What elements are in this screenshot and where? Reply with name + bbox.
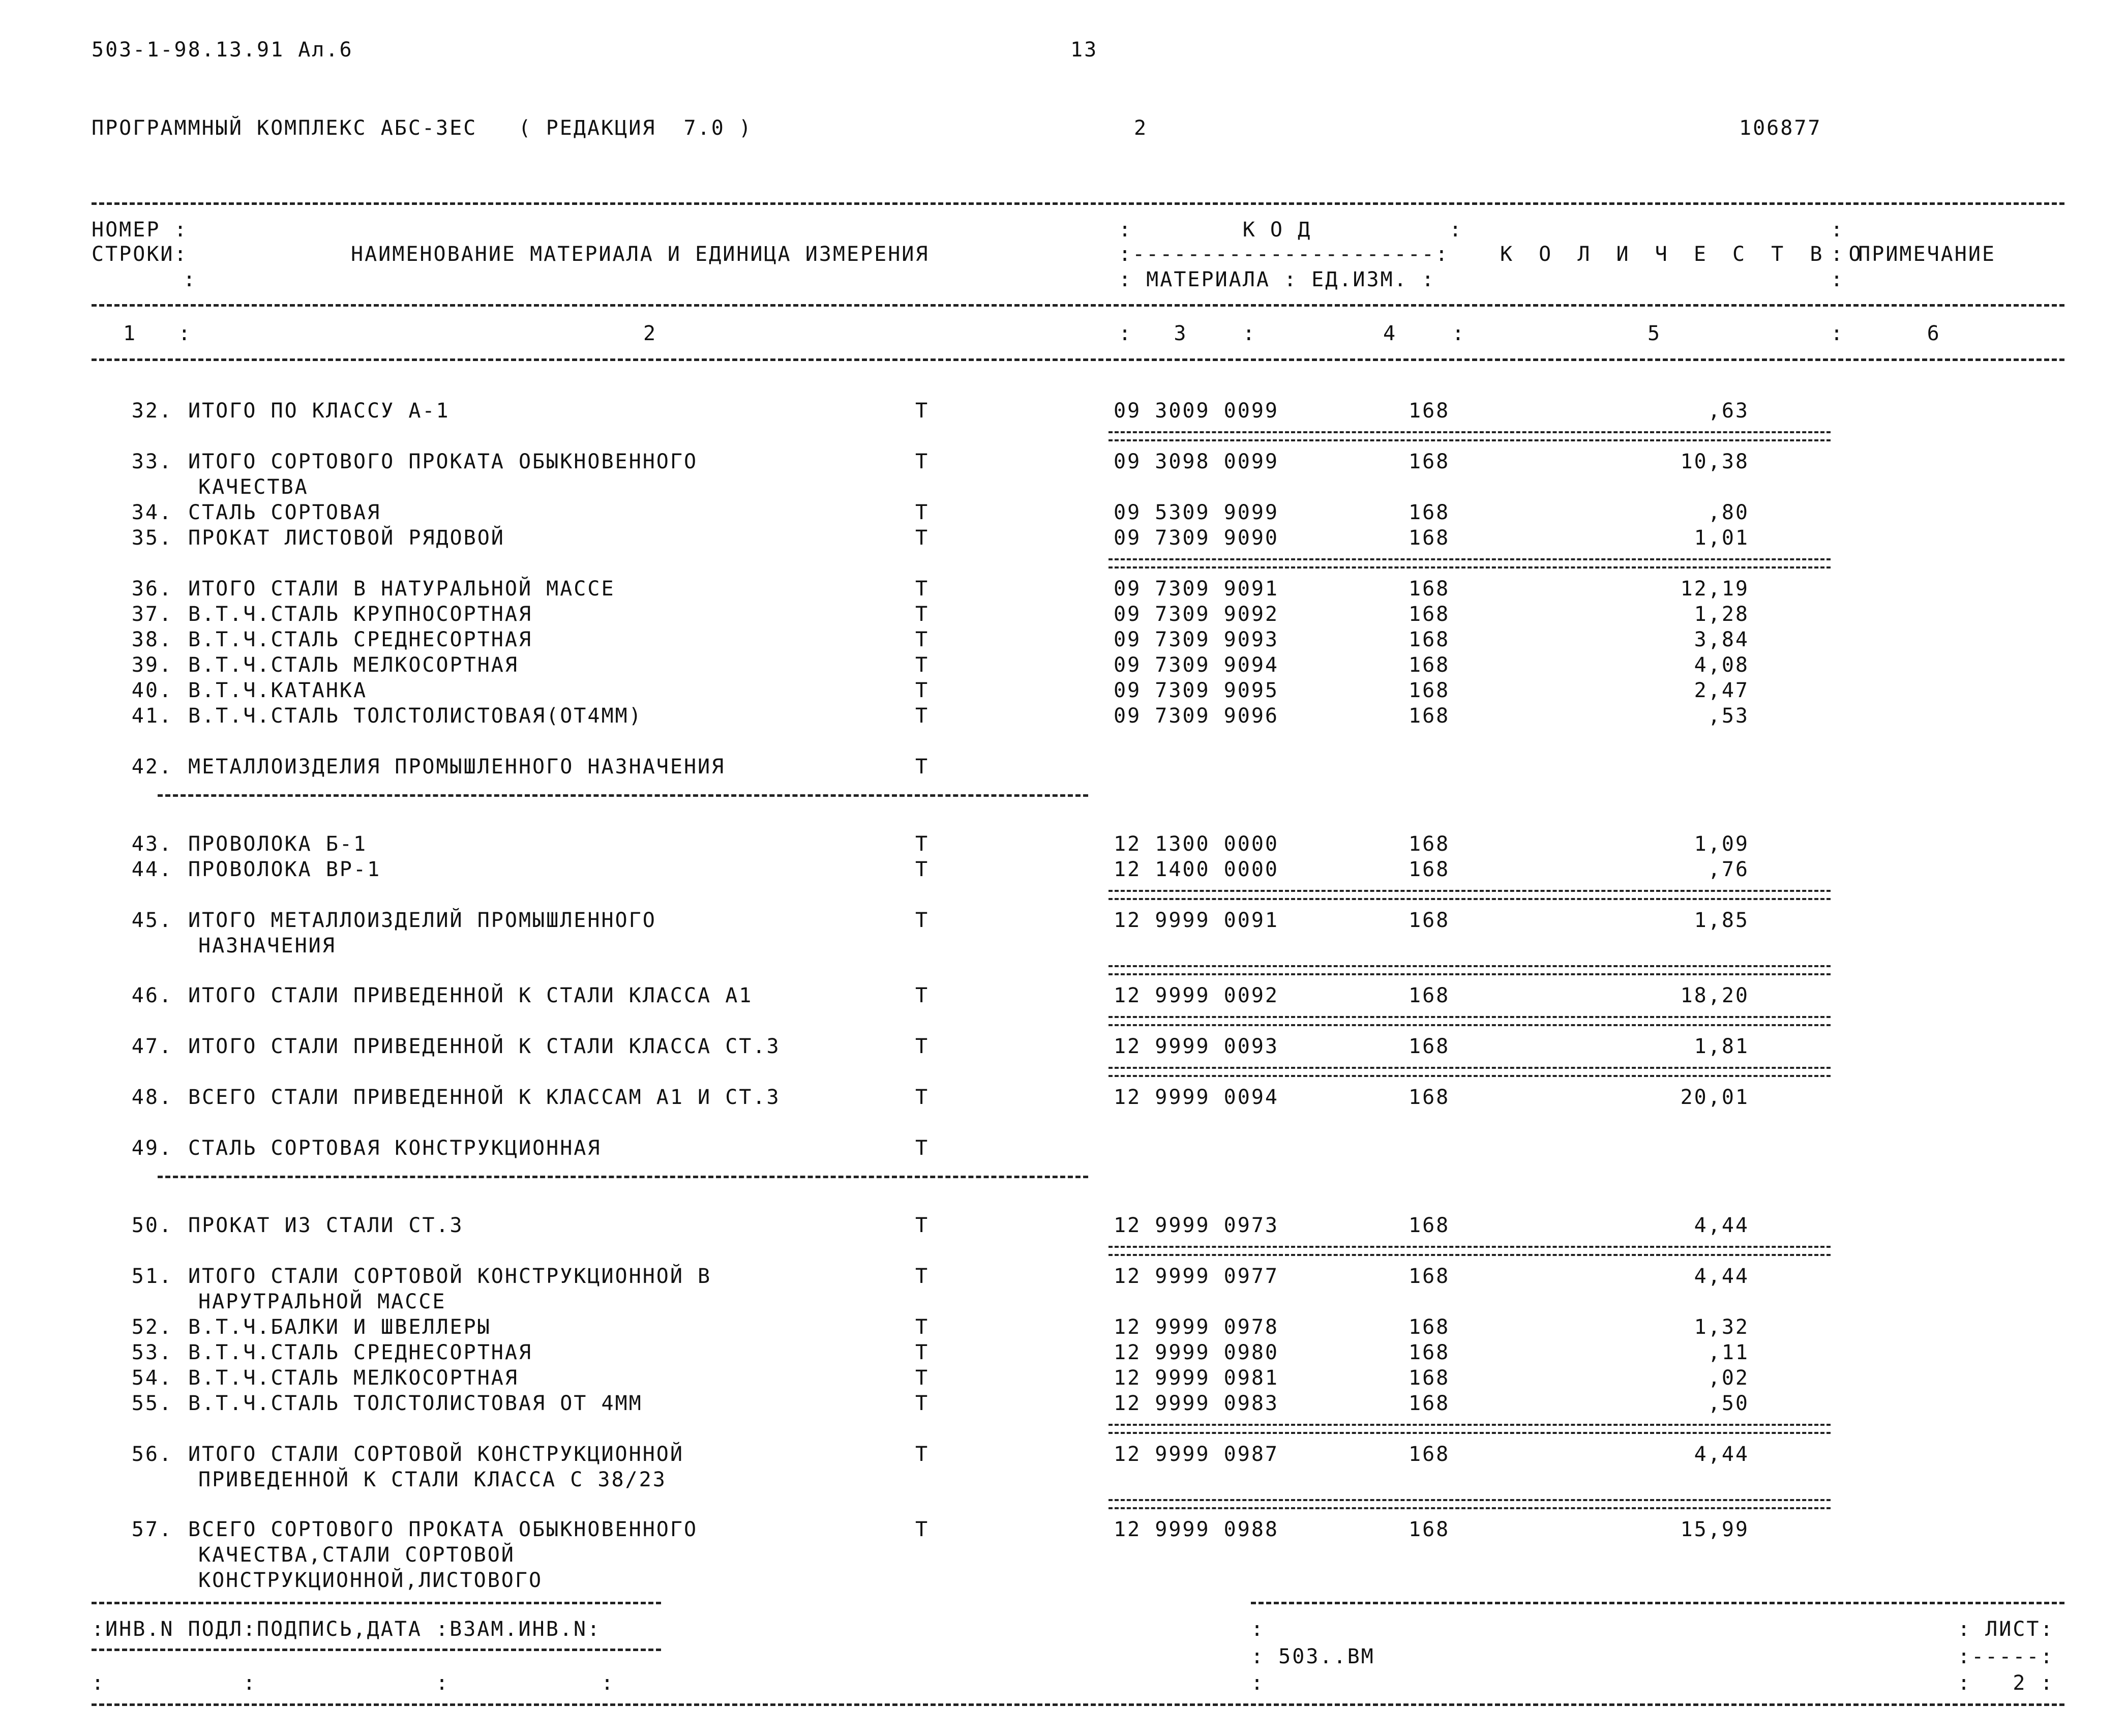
row-material-code: 12 9999 0091 — [1114, 909, 1279, 932]
row-name: ИТОГО ПО КЛАССУ А-1 — [188, 399, 450, 423]
row-unit: Т — [915, 501, 930, 524]
row-unit-code: 168 — [1409, 1035, 1450, 1058]
row-number: 52. — [131, 1315, 173, 1339]
header-col1-line2: СТРОКИ: — [92, 243, 188, 266]
header-note-sep-top: : — [1831, 218, 1845, 242]
row-name: ИТОГО СОРТОВОГО ПРОКАТА ОБЫКНОВЕННОГО — [188, 450, 698, 473]
row-number: 39. — [131, 653, 173, 677]
double-rule — [1109, 965, 1831, 975]
row-quantity: ,11 — [1708, 1341, 1749, 1364]
row-unit-code: 168 — [1409, 1214, 1450, 1237]
row-quantity: 1,09 — [1694, 832, 1749, 856]
row-number: 41. — [131, 704, 173, 728]
footer-document-code: : 503..ВМ — [1251, 1645, 1375, 1668]
row-unit: Т — [915, 1518, 930, 1541]
row-unit: Т — [915, 1341, 930, 1364]
table-row — [0, 630, 2126, 655]
row-quantity: ,50 — [1708, 1392, 1749, 1415]
row-unit: Т — [915, 1315, 930, 1339]
double-rule — [1109, 890, 1831, 900]
row-unit: Т — [915, 858, 930, 881]
document-code-ref: 503-1-98.13.91 Ал.6 — [92, 38, 353, 62]
row-name-continued: КАЧЕСТВА — [198, 475, 309, 499]
row-unit-code: 168 — [1409, 1518, 1450, 1541]
col-number-5: 5 — [1648, 322, 1662, 345]
row-quantity: 2,47 — [1694, 679, 1749, 702]
row-name: ВСЕГО СОРТОВОГО ПРОКАТА ОБЫКНОВЕННОГО — [188, 1518, 698, 1541]
row-name: ВСЕГО СТАЛИ ПРИВЕДЕННОЙ К КЛАССАМ А1 И СТ.3 — [188, 1086, 781, 1109]
row-material-code: 12 1300 0000 — [1114, 832, 1279, 856]
row-name: ИТОГО СТАЛИ СОРТОВОЙ КОНСТРУКЦИОННОЙ — [188, 1443, 684, 1466]
row-unit-code: 168 — [1409, 984, 1450, 1007]
row-unit-code: 168 — [1409, 399, 1450, 423]
col-number-1: 1 : — [123, 322, 192, 345]
sheet-small-number: 2 — [1134, 116, 1148, 140]
row-quantity: 12,19 — [1680, 577, 1749, 601]
row-name-continued: КОНСТРУКЦИОННОЙ,ЛИСТОВОГО — [198, 1569, 543, 1592]
row-unit-code: 168 — [1409, 1443, 1450, 1466]
row-name: В.Т.Ч.СТАЛЬ ТОЛСТОЛИСТОВАЯ ОТ 4ММ — [188, 1392, 643, 1415]
row-number: 37. — [131, 603, 173, 626]
row-unit-code: 168 — [1409, 1086, 1450, 1109]
row-unit-code: 168 — [1409, 501, 1450, 524]
document-id: 106877 — [1739, 116, 1822, 140]
row-name: В.Т.Ч.СТАЛЬ ТОЛСТОЛИСТОВАЯ(ОТ4ММ) — [188, 704, 643, 728]
row-unit-code: 168 — [1409, 628, 1450, 651]
row-material-code: 09 3009 0099 — [1114, 399, 1279, 423]
row-material-code: 09 7309 9095 — [1114, 679, 1279, 702]
row-unit: Т — [915, 1214, 930, 1237]
row-name: СТАЛЬ СОРТОВАЯ КОНСТРУКЦИОННАЯ — [188, 1136, 602, 1160]
row-quantity: ,02 — [1708, 1366, 1749, 1390]
row-number: 47. — [131, 1035, 173, 1058]
row-name: ИТОГО СТАЛИ ПРИВЕДЕННОЙ К СТАЛИ КЛАССА СТ.3 — [188, 1035, 781, 1058]
footer-bottom-rule — [92, 1703, 2064, 1706]
row-unit: Т — [915, 1392, 930, 1415]
table-row — [0, 1368, 2126, 1393]
table-row — [0, 1266, 2126, 1292]
row-number: 54. — [131, 1366, 173, 1390]
table-row — [0, 1317, 2126, 1342]
row-unit: Т — [915, 399, 930, 423]
row-name: ПРОВОЛОКА Б-1 — [188, 832, 368, 856]
row-unit: Т — [915, 1035, 930, 1058]
row-unit-code: 168 — [1409, 577, 1450, 601]
double-rule — [1109, 558, 1831, 568]
row-number: 35. — [131, 526, 173, 550]
row-name: ПРОКАТ ИЗ СТАЛИ СТ.3 — [188, 1214, 464, 1237]
row-quantity: 18,20 — [1680, 984, 1749, 1007]
table-row — [0, 985, 2126, 1011]
row-material-code: 12 9999 0978 — [1114, 1315, 1279, 1339]
table-row — [0, 680, 2126, 706]
footer-sheet-number: : 2 : — [1958, 1671, 2054, 1695]
double-rule — [1109, 1499, 1831, 1509]
double-rule — [1109, 431, 1831, 441]
row-unit: Т — [915, 653, 930, 677]
table-row — [0, 604, 2126, 630]
row-number: 46. — [131, 984, 173, 1007]
row-quantity: 1,28 — [1694, 603, 1749, 626]
row-material-code: 09 7309 9096 — [1114, 704, 1279, 728]
footer-right-top-rule — [1251, 1602, 2064, 1604]
row-quantity: 15,99 — [1680, 1518, 1749, 1541]
row-unit: Т — [915, 679, 930, 702]
row-material-code: 12 9999 0977 — [1114, 1265, 1279, 1288]
row-unit-code: 168 — [1409, 603, 1450, 626]
table-row — [0, 1342, 2126, 1368]
page-number: 13 — [1070, 38, 1098, 62]
row-name: В.Т.Ч.СТАЛЬ МЕЛКОСОРТНАЯ — [188, 1366, 519, 1390]
table-row — [0, 834, 2126, 859]
row-quantity: 10,38 — [1680, 450, 1749, 473]
row-quantity: 4,44 — [1694, 1214, 1749, 1237]
row-name: МЕТАЛЛОИЗДЕЛИЯ ПРОМЫШЛЕННОГО НАЗНАЧЕНИЯ — [188, 755, 726, 779]
row-unit-code: 168 — [1409, 653, 1450, 677]
row-unit-code: 168 — [1409, 832, 1450, 856]
row-name: В.Т.Ч.СТАЛЬ МЕЛКОСОРТНАЯ — [188, 653, 519, 677]
header-top-rule — [92, 202, 2064, 205]
row-name-continued: ПРИВЕДЕННОЙ К СТАЛИ КЛАССА С 38/23 — [198, 1468, 667, 1491]
row-number: 34. — [131, 501, 173, 524]
row-number: 38. — [131, 628, 173, 651]
row-unit: Т — [915, 1136, 930, 1160]
row-material-code: 12 1400 0000 — [1114, 858, 1279, 881]
row-unit: Т — [915, 450, 930, 473]
row-quantity: 1,85 — [1694, 909, 1749, 932]
table-row — [0, 1519, 2126, 1545]
table-row — [0, 401, 2126, 426]
footer-stamp-cells: : : : : — [92, 1671, 615, 1695]
row-material-code: 12 9999 0981 — [1114, 1366, 1279, 1390]
table-row — [0, 452, 2126, 477]
table-row — [0, 910, 2126, 936]
row-name: В.Т.Ч.КАТАНКА — [188, 679, 368, 702]
double-rule — [1109, 1016, 1831, 1026]
row-quantity: 20,01 — [1680, 1086, 1749, 1109]
row-material-code: 09 7309 9093 — [1114, 628, 1279, 651]
table-row-section — [0, 757, 2126, 782]
program-title: ПРОГРАММНЫЙ КОМПЛЕКС АБС-3ЕС ( РЕДАКЦИЯ 7.0 ) — [92, 116, 753, 140]
table-row — [0, 1215, 2126, 1241]
col-number-4: 4 : — [1383, 322, 1466, 345]
section-underline — [158, 1176, 1088, 1178]
row-name: ИТОГО МЕТАЛЛОИЗДЕЛИЙ ПРОМЫШЛЕННОГО — [188, 909, 656, 932]
row-unit-code: 168 — [1409, 1366, 1450, 1390]
row-quantity: ,63 — [1708, 399, 1749, 423]
row-unit: Т — [915, 1265, 930, 1288]
header-col1-line1: НОМЕР : — [92, 218, 188, 242]
row-quantity: 1,01 — [1694, 526, 1749, 550]
col-number-2: 2 — [643, 322, 657, 345]
row-name: ИТОГО СТАЛИ ПРИВЕДЕННОЙ К СТАЛИ КЛАССА А1 — [188, 984, 753, 1007]
row-unit-code: 168 — [1409, 1315, 1450, 1339]
header-code-mid: :----------------------: — [1119, 243, 1449, 266]
row-material-code: 09 5309 9099 — [1114, 501, 1279, 524]
row-material-code: 09 7309 9092 — [1114, 603, 1279, 626]
table-row — [0, 1087, 2126, 1113]
row-name-continued: НАЗНАЧЕНИЯ — [198, 934, 336, 957]
row-name-continued: КАЧЕСТВА,СТАЛИ СОРТОВОЙ — [198, 1543, 515, 1567]
row-unit-code: 168 — [1409, 679, 1450, 702]
row-number: 40. — [131, 679, 173, 702]
row-quantity: 4,44 — [1694, 1443, 1749, 1466]
row-quantity: 4,44 — [1694, 1265, 1749, 1288]
header-col1-line3: : — [183, 268, 197, 291]
double-rule — [1109, 1246, 1831, 1256]
row-quantity: 1,81 — [1694, 1035, 1749, 1058]
double-rule — [1109, 1424, 1831, 1434]
row-quantity: 1,32 — [1694, 1315, 1749, 1339]
row-name: В.Т.Ч.БАЛКИ И ШВЕЛЛЕРЫ — [188, 1315, 491, 1339]
row-unit: Т — [915, 704, 930, 728]
row-number: 53. — [131, 1341, 173, 1364]
row-number: 43. — [131, 832, 173, 856]
row-material-code: 12 9999 0094 — [1114, 1086, 1279, 1109]
footer-sheet-sep: :-----: — [1958, 1645, 2054, 1668]
row-number: 55. — [131, 1392, 173, 1415]
row-material-code: 12 9999 0980 — [1114, 1341, 1279, 1364]
header-quantity-title: К О Л И Ч Е С Т В О — [1500, 243, 1868, 266]
footer-left-top-rule — [92, 1602, 661, 1604]
row-unit: Т — [915, 909, 930, 932]
row-material-code: 09 7309 9090 — [1114, 526, 1279, 550]
row-unit: Т — [915, 984, 930, 1007]
table-row — [0, 655, 2126, 680]
table-row — [0, 1444, 2126, 1470]
row-quantity: 3,84 — [1694, 628, 1749, 651]
footer-mid-sep-bottom: : — [1251, 1671, 1265, 1695]
row-material-code: 12 9999 0988 — [1114, 1518, 1279, 1541]
header-bottom-rule — [92, 358, 2064, 361]
row-unit-code: 168 — [1409, 526, 1450, 550]
col-number-3: : 3 : — [1119, 322, 1256, 345]
footer-mid-sep-top: : — [1251, 1618, 1265, 1641]
row-name: В.Т.Ч.СТАЛЬ СРЕДНЕСОРТНАЯ — [188, 628, 533, 651]
row-quantity: ,76 — [1708, 858, 1749, 881]
row-material-code: 09 3098 0099 — [1114, 450, 1279, 473]
table-row — [0, 1036, 2126, 1062]
row-name: СТАЛЬ СОРТОВАЯ — [188, 501, 381, 524]
row-material-code: 12 9999 0092 — [1114, 984, 1279, 1007]
row-number: 44. — [131, 858, 173, 881]
row-unit: Т — [915, 603, 930, 626]
row-number: 51. — [131, 1265, 173, 1288]
row-name: ПРОВОЛОКА ВР-1 — [188, 858, 381, 881]
header-note-sep-bottom: : — [1831, 268, 1845, 291]
row-material-code: 09 7309 9094 — [1114, 653, 1279, 677]
row-unit-code: 168 — [1409, 858, 1450, 881]
row-unit: Т — [915, 526, 930, 550]
section-underline — [158, 794, 1088, 797]
footer-left-mid-rule — [92, 1649, 661, 1651]
row-number: 42. — [131, 755, 173, 779]
row-name: В.Т.Ч.СТАЛЬ КРУПНОСОРТНАЯ — [188, 603, 533, 626]
table-row — [0, 706, 2126, 731]
row-name: ПРОКАТ ЛИСТОВОЙ РЯДОВОЙ — [188, 526, 505, 550]
row-unit: Т — [915, 832, 930, 856]
row-material-code: 12 9999 0973 — [1114, 1214, 1279, 1237]
row-material-code: 12 9999 0987 — [1114, 1443, 1279, 1466]
header-code-top: : К О Д : — [1119, 218, 1463, 242]
row-material-code: 12 9999 0093 — [1114, 1035, 1279, 1058]
row-unit: Т — [915, 1366, 930, 1390]
row-unit-code: 168 — [1409, 1341, 1450, 1364]
row-number: 36. — [131, 577, 173, 601]
row-unit-code: 168 — [1409, 909, 1450, 932]
row-unit: Т — [915, 755, 930, 779]
row-name: ИТОГО СТАЛИ В НАТУРАЛЬНОЙ МАССЕ — [188, 577, 615, 601]
header-note-title: : ПРИМЕЧАНИЕ — [1831, 243, 1996, 266]
row-quantity: 4,08 — [1694, 653, 1749, 677]
row-name: ИТОГО СТАЛИ СОРТОВОЙ КОНСТРУКЦИОННОЙ В — [188, 1265, 712, 1288]
table-row — [0, 1393, 2126, 1419]
row-number: 32. — [131, 399, 173, 423]
row-number: 45. — [131, 909, 173, 932]
table-row-section — [0, 1138, 2126, 1163]
header-col2-title: НАИМЕНОВАНИЕ МАТЕРИАЛА И ЕДИНИЦА ИЗМЕРЕНИЯ — [351, 243, 930, 266]
row-unit: Т — [915, 1443, 930, 1466]
table-row — [0, 528, 2126, 553]
row-unit-code: 168 — [1409, 704, 1450, 728]
row-quantity: ,53 — [1708, 704, 1749, 728]
row-material-code: 12 9999 0983 — [1114, 1392, 1279, 1415]
table-row — [0, 859, 2126, 885]
row-number: 50. — [131, 1214, 173, 1237]
double-rule — [1109, 1067, 1831, 1077]
row-number: 57. — [131, 1518, 173, 1541]
header-mid-rule — [92, 304, 2064, 307]
footer-stamp-labels: :ИНВ.N ПОДЛ:ПОДПИСЬ,ДАТА :ВЗАМ.ИНВ.N: — [92, 1618, 602, 1641]
row-number: 49. — [131, 1136, 173, 1160]
table-row — [0, 502, 2126, 528]
row-number: 48. — [131, 1086, 173, 1109]
row-unit: Т — [915, 1086, 930, 1109]
row-name-continued: НАРУТРАЛЬНОЙ МАССЕ — [198, 1290, 446, 1313]
col-number-6: : 6 — [1831, 322, 1941, 345]
table-row — [0, 579, 2126, 604]
row-unit: Т — [915, 577, 930, 601]
row-number: 33. — [131, 450, 173, 473]
row-quantity: ,80 — [1708, 501, 1749, 524]
row-number: 56. — [131, 1443, 173, 1466]
row-material-code: 09 7309 9091 — [1114, 577, 1279, 601]
row-name: В.Т.Ч.СТАЛЬ СРЕДНЕСОРТНАЯ — [188, 1341, 533, 1364]
footer-sheet-label: : ЛИСТ: — [1958, 1618, 2054, 1641]
row-unit-code: 168 — [1409, 450, 1450, 473]
row-unit-code: 168 — [1409, 1392, 1450, 1415]
row-unit-code: 168 — [1409, 1265, 1450, 1288]
header-code-bottom: : МАТЕРИАЛА : ЕД.ИЗМ. : — [1119, 268, 1435, 291]
row-unit: Т — [915, 628, 930, 651]
